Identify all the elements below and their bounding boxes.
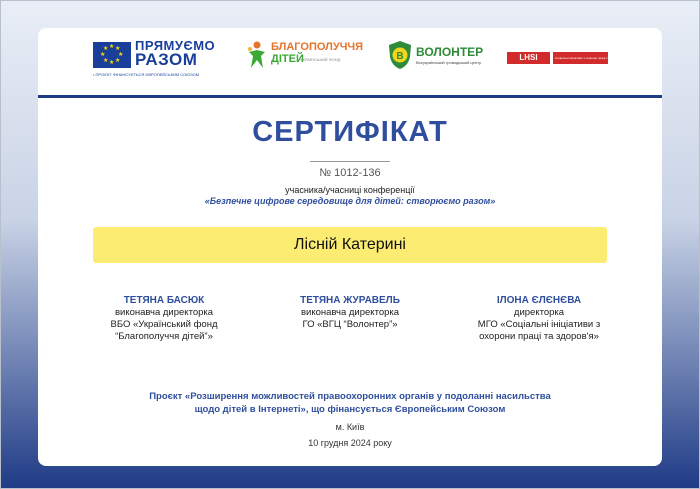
issue-city: м. Київ: [335, 422, 365, 432]
blagopoluchchia-logo-icon: [246, 40, 268, 70]
partner-logos: [38, 28, 662, 96]
project-line: щодо дітей в Інтернеті», що фінансується Європейським Союзом: [194, 404, 506, 415]
recipient-highlight: [93, 227, 607, 263]
project-logo-title: [135, 39, 215, 67]
participant-label: учасника/учасниці конференції: [285, 185, 415, 195]
header-divider: [38, 95, 662, 98]
volunteer-shield-icon: [388, 40, 412, 70]
project-logo-line2: РАЗОМ: [135, 50, 198, 69]
recipient-name: Лісній Катерині: [294, 236, 406, 253]
eu-flag-icon: ★ ★ ★ ★ ★ ★ ★ ★: [93, 42, 131, 68]
signatory-line: “Благополуччя дітей”»: [115, 331, 213, 342]
signatory-line: ВБО «Український фонд: [110, 319, 218, 330]
certificate-number: № 1012-136: [319, 167, 381, 179]
signatory-name: ІЛОНА ЄЛЄНЄВА: [496, 295, 582, 306]
lhsi-logo-text: Соціальні ініціативи з охорони праці та здоров'я: [555, 56, 622, 60]
blagopoluchchia-logo-subtitle: УКРАЇНСЬКИЙ ФОНД: [300, 57, 341, 62]
lhsi-logo-label: LHSI: [519, 53, 538, 62]
volunteer-logo-title: ВОЛОНТЕР: [416, 45, 484, 59]
signatory-3: [449, 294, 629, 343]
signatory-line: МГО «Соціальні ініціативи з: [477, 319, 601, 330]
signatory-1: [74, 294, 254, 343]
blagopoluchchia-logo-line1: БЛАГОПОЛУЧЧЯ: [271, 41, 364, 53]
signatory-name: ТЕТЯНА БАСЮК: [123, 295, 205, 306]
blagopoluchchia-logo-line2: ДІТЕЙ: [271, 53, 304, 65]
svg-text:B: B: [396, 51, 404, 62]
volunteer-logo-subtitle: Всеукраїнський громадський центр: [416, 60, 482, 65]
project-line: Проєкт «Розширення можливостей правоохоронних органів у подоланні насильства: [149, 391, 551, 402]
project-logo-line1: ПРЯМУЄМО: [135, 38, 216, 53]
project-logo-subtitle: • ПРОЄКТ ФІНАНСУЄТЬСЯ ЄВРОПЕЙСЬКИМ СОЮЗОМ: [93, 72, 200, 77]
signatory-name: ТЕТЯНА ЖУРАВЕЛЬ: [300, 295, 400, 306]
certificate-title: СЕРТИФІКАТ: [252, 116, 448, 148]
signatory-line: ГО «ВГЦ “Волонтер”»: [302, 319, 398, 330]
signatory-2: [260, 294, 440, 331]
issue-date: 10 грудня 2024 року: [308, 438, 392, 448]
certificate-card: [38, 28, 662, 466]
lhsi-logo-mark: [507, 52, 550, 64]
signatory-line: охорони праці та здоров'я»: [479, 331, 599, 342]
signatory-line: директорка: [513, 307, 565, 318]
project-description: [98, 390, 602, 416]
lhsi-logo-text-box: [553, 52, 622, 64]
signatory-line: виконавча директорка: [300, 307, 400, 318]
signatory-line: виконавча директорка: [114, 307, 214, 318]
conference-name: «Безпечне цифрове середовище для дітей: створюємо разом»: [204, 196, 496, 206]
title-underline: [310, 161, 390, 162]
